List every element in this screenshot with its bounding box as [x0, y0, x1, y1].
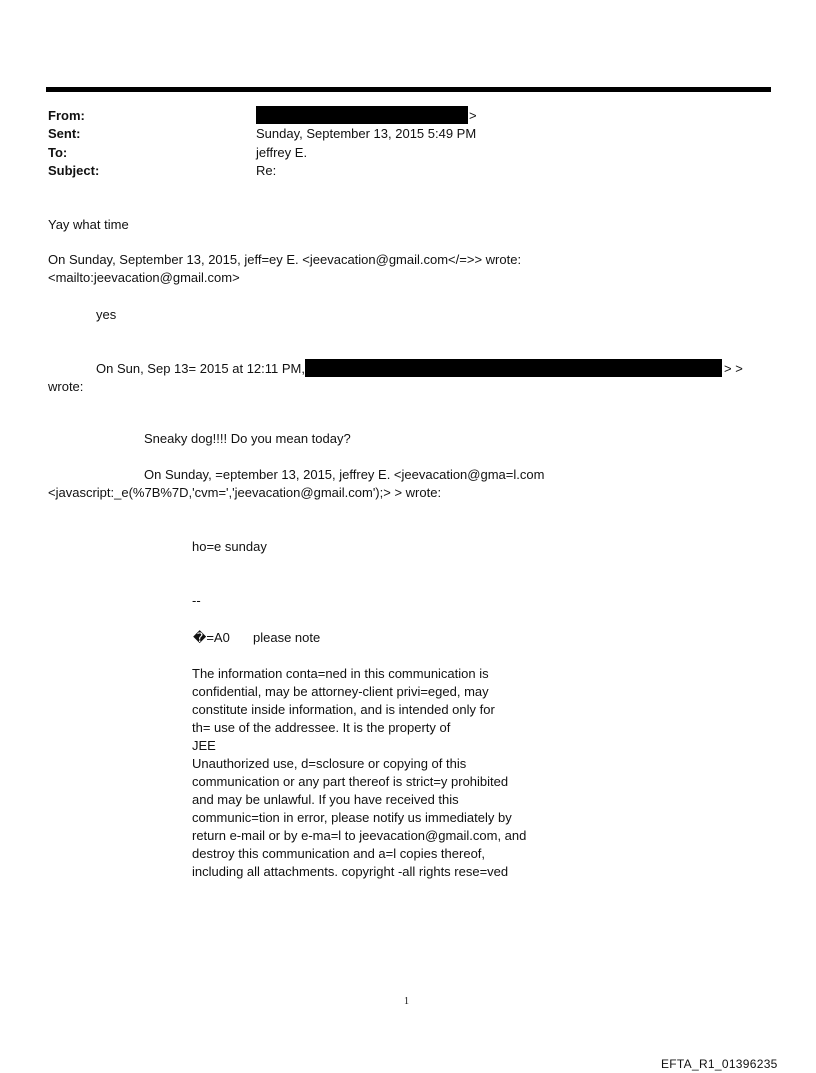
- quote1-mailto: <mailto:jeevacation@gmail.com>: [48, 270, 240, 285]
- reply-yes: yes: [96, 307, 117, 322]
- quote1-header: On Sunday, September 13, 2015, jeff=ey E. <jeevacation@gmail.com</=>> wrote:: [48, 252, 522, 267]
- sent-value: Sunday, September 13, 2015 5:49 PM: [256, 126, 477, 141]
- quote3-header: On Sunday, =eptember 13, 2015, jeffrey E. <jeevacation@gma=l.com: [144, 467, 545, 482]
- to-label: To:: [48, 145, 68, 160]
- home-sunday-line: ho=e sunday: [192, 539, 267, 554]
- quote2-suffix: > >: [724, 361, 743, 376]
- from-redaction: [256, 106, 468, 124]
- from-label: From:: [48, 108, 85, 123]
- sender-redaction: [305, 359, 722, 377]
- please-note-prefix: �=A0: [193, 630, 230, 645]
- quote2-wrote: wrote:: [48, 379, 84, 394]
- to-value: jeffrey E.: [256, 145, 308, 160]
- bates-stamp: EFTA_R1_01396235: [661, 1057, 778, 1071]
- page-number: 1: [404, 996, 409, 1007]
- signature-dashes: --: [192, 593, 201, 608]
- confidentiality-disclaimer: The information conta=ned in this communication is confidential, may be attorney-client privi=eged, may constitute inside information, and is intended only for th= use of the addressee. It is the property of JEE Unauthorized use, d=sclosure or copying of this communication or any part thereof is strict=y prohibited and may be unlawful. If you have received this communic=tion in error, please notify us immediately by return e-mail or by e-ma=l to jeevacation@gmail.com, and destroy this communication and a=l copies thereof, including all attachments. copyright -all rights rese=ved: [192, 666, 527, 879]
- header-rule: [46, 87, 771, 92]
- reply-line: Yay what time: [48, 217, 129, 232]
- please-note: please note: [253, 630, 321, 645]
- subject-value: Re:: [256, 163, 277, 178]
- quote2-prefix: On Sun, Sep 13= 2015 at 12:11 PM,: [96, 361, 305, 376]
- subject-label: Subject:: [48, 163, 100, 178]
- sneaky-line: Sneaky dog!!!! Do you mean today?: [144, 431, 351, 446]
- sent-label: Sent:: [48, 126, 81, 141]
- from-suffix: >: [469, 108, 477, 123]
- quote3-javascript: <javascript:_e(%7B%7D,'cvm=','jeevacation@gmail.com');> > wrote:: [48, 485, 442, 500]
